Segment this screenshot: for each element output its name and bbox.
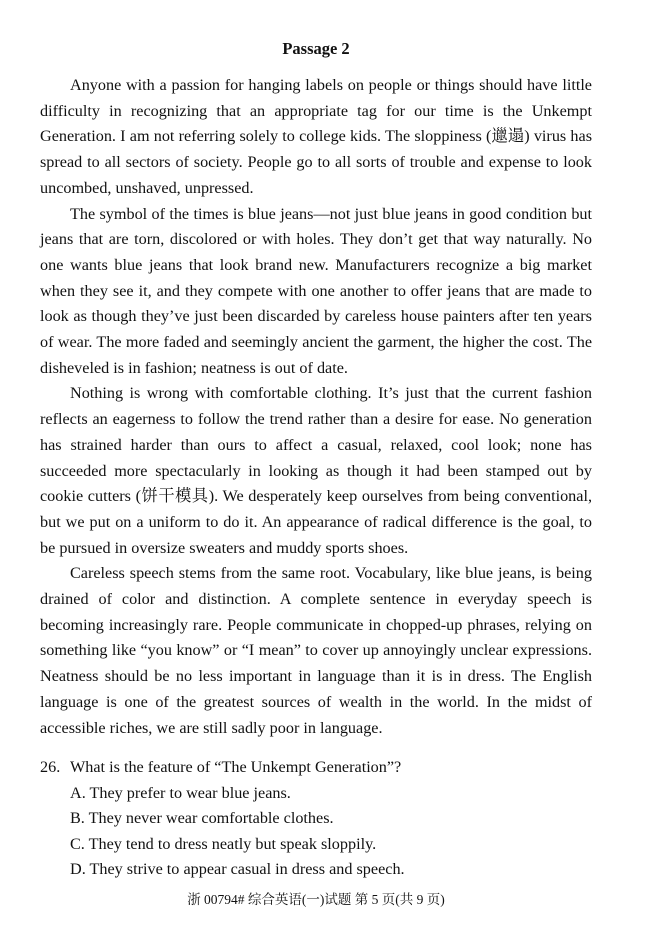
question-26 <box>40 755 592 883</box>
answer-options <box>70 781 592 883</box>
paragraph-2: The symbol of the times is blue jeans—not just blue jeans in good condition but jeans that are torn, discolored or with holes. They don’t get that way naturally. No one wants blue jeans that look brand new. Manufacturers recognize a big market when they see it, and they compete with one another to offer jeans that are made to look as though they’ve just been discarded by careless house painters after ten years of wear. The more faded and seemingly ancient the garment, the higher the cost. The disheveled is in fashion; neatness is out of date. <box>40 204 592 377</box>
page-footer: 浙 00794# 综合英语(一)试题 第 5 页(共 9 页) <box>187 892 445 907</box>
option-c: C. They tend to dress neatly but speak sloppily. <box>70 834 377 853</box>
option-b: B. They never wear comfortable clothes. <box>70 809 334 827</box>
paragraph-3: Nothing is wrong with comfortable clothing. It’s just that the current fashion reflects an eagerness to follow the trend rather than a desire for ease. No generation has strained harder than ours to affect a casual, relaxed, cool look; none has succeeded more spectacularly in looking as though it had been stamped out by cookie cutters (饼干模具). We desperately keep ourselves from being conventional, but we put on a uniform to do it. An appearance of radical difference is the goal, to be pursued in oversize sweaters and muddy sports shoes. <box>40 384 592 557</box>
passage-title: Passage 2 <box>282 39 350 58</box>
question-stem: What is the feature of “The Unkempt Generation”? <box>70 758 402 776</box>
exam-page <box>40 0 592 943</box>
option-d: D. They strive to appear casual in dress and speech. <box>70 860 405 878</box>
option-a: A. They prefer to wear blue jeans. <box>70 783 291 802</box>
question-number: 26. <box>40 758 61 776</box>
paragraph-1: Anyone with a passion for hanging labels on people or things should have little difficulty in recognizing that an appropriate tag for our time is the Unkempt Generation. I am not referring solely to college kids. The sloppiness (邋遢) virus has spread to all sectors of society. People go to all sorts of trouble and expense to look uncombed, unshaved, unpressed. <box>40 76 592 197</box>
paragraph-4: Careless speech stems from the same root. Vocabulary, like blue jeans, is being drained of color and distinction. A complete sentence in everyday speech is becoming increasingly rare. People communicate in chopped-up phrases, relying on something like “you know” or “I mean” to cover up annoyingly unclear expressions. Neatness should be no less important in language than it is in dress. The English language is one of the greatest sources of wealth in the world. In the midst of accessible riches, we are still sadly poor in language. <box>40 564 592 737</box>
passage-body <box>40 73 592 741</box>
question-stem-row <box>40 755 592 781</box>
